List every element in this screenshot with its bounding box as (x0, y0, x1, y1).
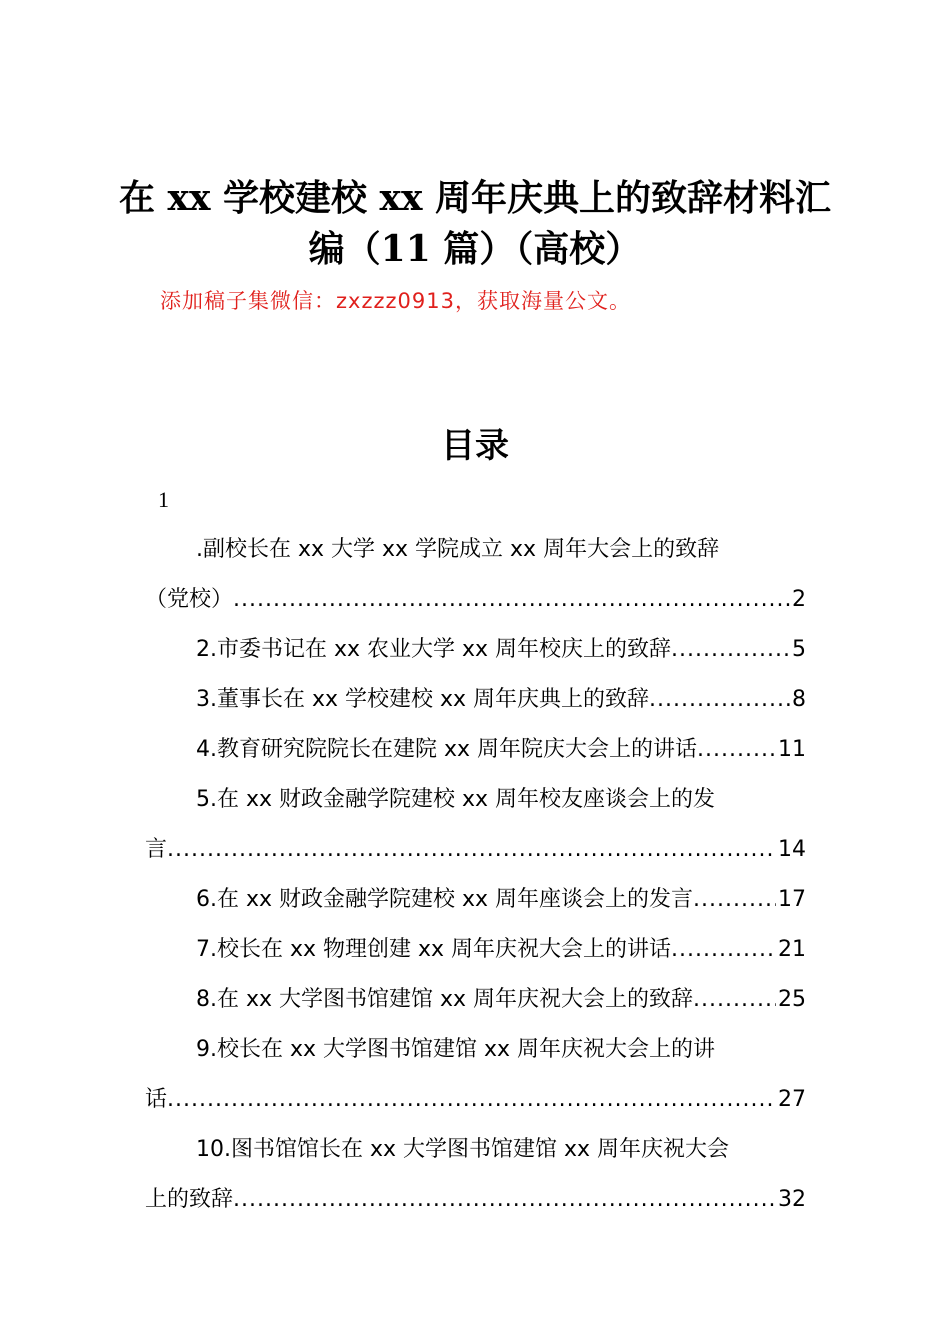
toc-page-number: 25 (778, 987, 806, 1012)
toc-page-number: 8 (792, 687, 806, 712)
toc-entry-5-line-2[interactable] (145, 834, 806, 866)
toc-page-number: 17 (778, 887, 806, 912)
dot-leader (233, 584, 790, 616)
toc-entry-9-line-2[interactable] (145, 1084, 806, 1116)
dot-leader (649, 684, 790, 716)
toc-marker: 1 (158, 487, 169, 512)
toc-entry-1-line-1[interactable]: .副校长在 xx 大学 xx 学院成立 xx 周年大会上的致辞 (196, 537, 720, 562)
promo-notice: 添加稿子集微信：zxzzz0913，获取海量公文。 (160, 289, 631, 313)
dot-leader (233, 1184, 776, 1216)
document-title-line-2: 编（11 篇）（高校） (308, 228, 642, 270)
toc-entry-2[interactable] (196, 634, 806, 666)
toc-entry-text: 7.校长在 xx 物理创建 xx 周年庆祝大会上的讲话 (196, 937, 672, 962)
toc-page-number: 5 (792, 637, 806, 662)
toc-heading: 目录 (441, 426, 509, 466)
dot-leader (697, 734, 776, 766)
toc-entry-4[interactable] (196, 734, 806, 766)
toc-entry-text: 4.教育研究院院长在建院 xx 周年院庆大会上的讲话 (196, 737, 698, 762)
toc-entry-text: 3.董事长在 xx 学校建校 xx 周年庆典上的致辞 (196, 687, 650, 712)
toc-entry-6[interactable] (196, 884, 806, 916)
toc-entry-8[interactable] (196, 984, 806, 1016)
dot-leader (671, 634, 790, 666)
toc-page-number: 2 (792, 587, 806, 612)
dot-leader (693, 884, 776, 916)
toc-entry-9-line-1[interactable]: 9.校长在 xx 大学图书馆建馆 xx 周年庆祝大会上的讲 (196, 1037, 716, 1062)
dot-leader (693, 984, 776, 1016)
toc-entry-text: 言 (145, 837, 168, 862)
dot-leader (167, 834, 776, 866)
toc-page-number: 11 (778, 737, 806, 762)
toc-entry-text: 6.在 xx 财政金融学院建校 xx 周年座谈会上的发言 (196, 887, 694, 912)
toc-entry-text: （党校） (145, 587, 234, 612)
toc-page-number: 21 (778, 937, 806, 962)
toc-entry-10-line-2[interactable] (145, 1184, 806, 1216)
toc-entry-10-line-1[interactable]: 10.图书馆馆长在 xx 大学图书馆建馆 xx 周年庆祝大会 (196, 1137, 730, 1162)
toc-entry-7[interactable] (196, 934, 806, 966)
dot-leader (671, 934, 776, 966)
toc-page-number: 32 (778, 1187, 806, 1212)
dot-leader (167, 1084, 776, 1116)
document-title-line-1: 在 xx 学校建校 xx 周年庆典上的致辞材料汇 (119, 177, 831, 219)
toc-entry-text: 话 (145, 1087, 168, 1112)
toc-entry-text: 上的致辞 (145, 1187, 234, 1212)
toc-entry-text: 2.市委书记在 xx 农业大学 xx 周年校庆上的致辞 (196, 637, 672, 662)
toc-entry-3[interactable] (196, 684, 806, 716)
toc-page-number: 14 (778, 837, 806, 862)
toc-entry-text: 8.在 xx 大学图书馆建馆 xx 周年庆祝大会上的致辞 (196, 987, 694, 1012)
toc-entry-1-line-2[interactable] (145, 584, 806, 616)
toc-page-number: 27 (778, 1087, 806, 1112)
toc-entry-5-line-1[interactable]: 5.在 xx 财政金融学院建校 xx 周年校友座谈会上的发 (196, 787, 716, 812)
